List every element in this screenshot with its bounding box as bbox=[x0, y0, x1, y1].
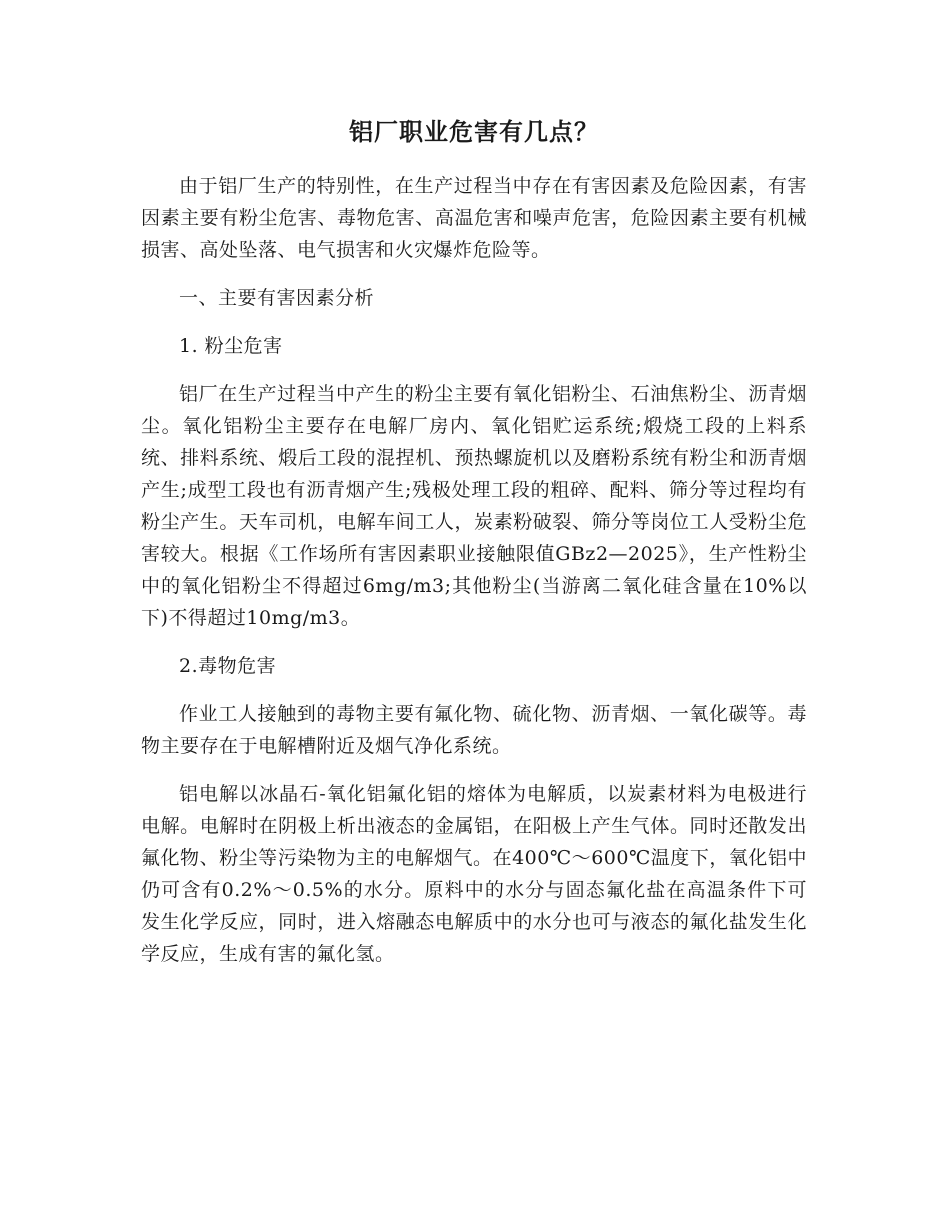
document-body bbox=[141, 110, 807, 986]
intro-paragraph: 由于铝厂生产的特别性，在生产过程当中存在有害因素及危险因素，有害因素主要有粉尘危害、毒物危害、高温危害和噪声危害，危险因素主要有机械损害、高处坠落、电气损害和火灾爆炸危险等。 bbox=[141, 175, 807, 261]
toxic-hazard-paragraph-1: 作业工人接触到的毒物主要有氟化物、硫化物、沥青烟、一氧化碳等。毒物主要存在于电解槽附近及烟气净化系统。 bbox=[141, 703, 807, 757]
section-heading-harmful-factors: 一、主要有害因素分析 bbox=[179, 287, 375, 309]
subsection-heading-dust: 1. 粉尘危害 bbox=[179, 335, 283, 357]
toxic-hazard-paragraph-2: 铝电解以冰晶石-氧化铝氟化铝的熔体为电解质，以炭素材料为电极进行电解。电解时在阴极上析出液态的金属铝，在阳极上产生气体。同时还散发出氟化物、粉尘等污染物为主的电解烟气。在400℃～600℃温度下，氧化铝中仍可含有0.2%～0.5%的水分。原料中的水分与固态氟化盐在高温条件下可发生化学反应，同时，进入熔融态电解质中的水分也可与液态的氟化盐发生化学反应，生成有害的氟化氢。 bbox=[141, 783, 807, 965]
document-title: 铝厂职业危害有几点？ bbox=[349, 117, 599, 146]
subsection-heading-toxic: 2.毒物危害 bbox=[179, 655, 277, 677]
dust-hazard-paragraph: 铝厂在生产过程当中产生的粉尘主要有氧化铝粉尘、石油焦粉尘、沥青烟尘。氧化铝粉尘主要存在电解厂房内、氧化铝贮运系统;煅烧工段的上料系统、排料系统、煅后工段的混捏机、预热螺旋机以及磨粉系统有粉尘和沥青烟产生;成型工段也有沥青烟产生;残极处理工段的粗碎、配料、筛分等过程均有粉尘产生。天车司机，电解车间工人，炭素粉破裂、筛分等岗位工人受粉尘危害较大。根据《工作场所有害因素职业接触限值GBz2—2025》，生产性粉尘中的氧化铝粉尘不得超过6mg/m3;其他粉尘(当游离二氧化硅含量在10%以下)不得超过10mg/m3。 bbox=[141, 383, 807, 629]
